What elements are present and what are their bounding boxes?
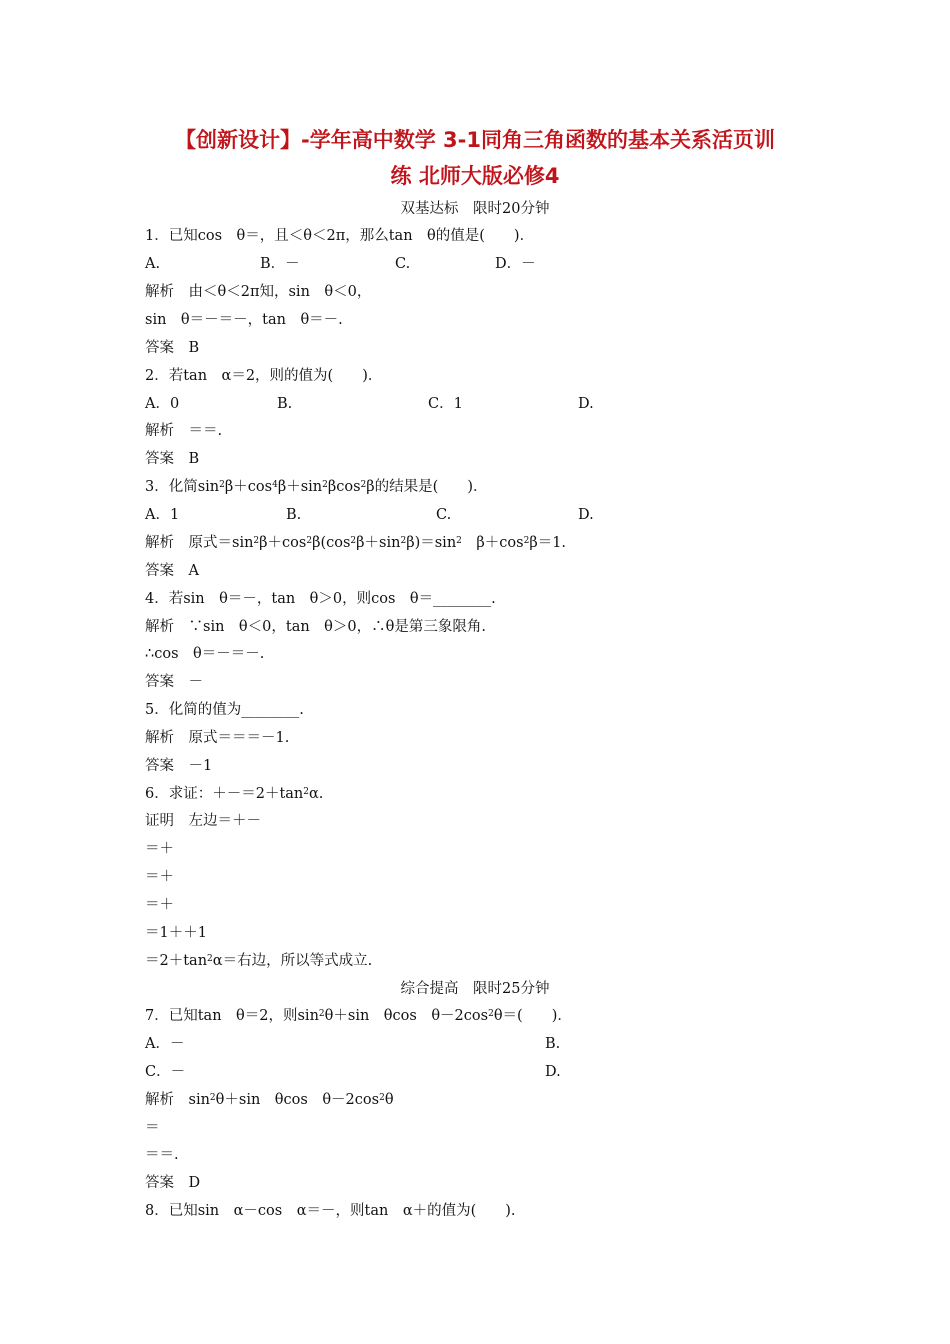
q1-solution-line2: sin θ＝－＝－，tan θ＝－. bbox=[145, 312, 343, 328]
question-3: 3．化简$\sin^2\beta+\cos^4\beta+\sin^2\beta\cos^2\beta$的结果是( )． bbox=[145, 479, 488, 495]
question-1: 1．已知cos θ＝，且＜θ＜2π，那么tan θ的值是( )． bbox=[145, 228, 535, 244]
question-2: 2．若tan α＝2，则的值为( )． bbox=[145, 368, 383, 384]
q1-option-d: D．－ bbox=[495, 256, 536, 272]
q7-solution-line2: ＝ bbox=[145, 1120, 160, 1136]
q5-answer: 答案 －1 bbox=[145, 758, 213, 774]
q7-option-a: A．－ bbox=[145, 1036, 185, 1052]
q6-proof-line6: $=2+\tan^2\alpha=$右边，所以等式成立. bbox=[145, 953, 373, 969]
q2-option-a: A．0 bbox=[145, 396, 180, 412]
q2-option-b: B. bbox=[277, 396, 293, 412]
q6-proof-line4: ＝＋ bbox=[145, 897, 174, 913]
q7-option-c: C．－ bbox=[145, 1064, 186, 1080]
q1-answer: 答案 B bbox=[145, 340, 200, 356]
question-6: 6．求证：$+-=2+\tan^2\alpha$. bbox=[145, 786, 324, 802]
q1-option-c: C. bbox=[395, 256, 411, 272]
q7-option-b: B. bbox=[545, 1036, 561, 1052]
q4-answer: 答案 － bbox=[145, 674, 203, 690]
q6-proof-line3: ＝＋ bbox=[145, 869, 174, 885]
document-title-line1: 【创新设计】-学年高中数学 3-1同角三角函数的基本关系活页训 bbox=[175, 128, 775, 152]
q6-proof-line1: 证明 左边＝＋－ bbox=[145, 813, 261, 829]
q2-solution: 解析 ＝＝. bbox=[145, 423, 223, 439]
q3-solution: 解析 原式$=\sin^2\beta+\cos^2\beta(\cos^2\beta+\sin^2\beta)=\sin^2$ $\beta+\cos^2\beta=1$. bbox=[145, 535, 567, 551]
q3-option-d: D. bbox=[578, 507, 594, 523]
q6-proof-line2: ＝＋ bbox=[145, 841, 174, 857]
q7-answer: 答案 D bbox=[145, 1175, 201, 1191]
q3-option-c: C. bbox=[436, 507, 452, 523]
q2-option-c: C．1 bbox=[428, 396, 463, 412]
q3-option-b: B. bbox=[286, 507, 302, 523]
q7-solution-line1: 解析 $\sin^2\theta+\sin$ θcos $\theta-2\cos^2\theta$ bbox=[145, 1092, 394, 1108]
q3-option-a: A．1 bbox=[145, 507, 180, 523]
question-8: 8．已知sin α－cos α＝－，则tan α＋的值为( ). bbox=[145, 1203, 516, 1219]
q5-solution: 解析 原式＝＝＝－1. bbox=[145, 730, 290, 746]
document-title-line2: 练 北师大版必修4 bbox=[390, 164, 560, 188]
q4-solution-line2: ∴cos θ＝－＝－. bbox=[145, 646, 265, 662]
q1-option-a: A. bbox=[145, 256, 161, 272]
question-5: 5．化简的值为________. bbox=[145, 702, 304, 718]
q2-answer: 答案 B bbox=[145, 451, 200, 467]
section-heading-advanced: 综合提高 限时25分钟 bbox=[400, 981, 550, 997]
q1-solution-line1: 解析 由＜θ＜2π知，sin θ＜0， bbox=[145, 284, 372, 300]
question-7: 7．已知tan θ＝2，则$\sin^2\theta+\sin$ θcos $\theta-2\cos^2\theta=$( )． bbox=[145, 1008, 572, 1024]
q6-proof-line5: ＝1＋＋1 bbox=[145, 925, 207, 941]
q4-solution-line1: 解析 ∵sin θ＜0，tan θ＞0，∴θ是第三象限角. bbox=[145, 619, 486, 635]
section-heading-basic: 双基达标 限时20分钟 bbox=[400, 201, 550, 217]
q2-option-d: D. bbox=[578, 396, 594, 412]
q7-solution-line3: ＝＝. bbox=[145, 1147, 179, 1163]
q1-option-b: B．－ bbox=[260, 256, 300, 272]
question-4: 4．若sin θ＝－，tan θ＞0，则cos θ＝________. bbox=[145, 591, 496, 607]
q3-answer: 答案 A bbox=[145, 563, 199, 579]
q7-option-d: D. bbox=[545, 1064, 561, 1080]
